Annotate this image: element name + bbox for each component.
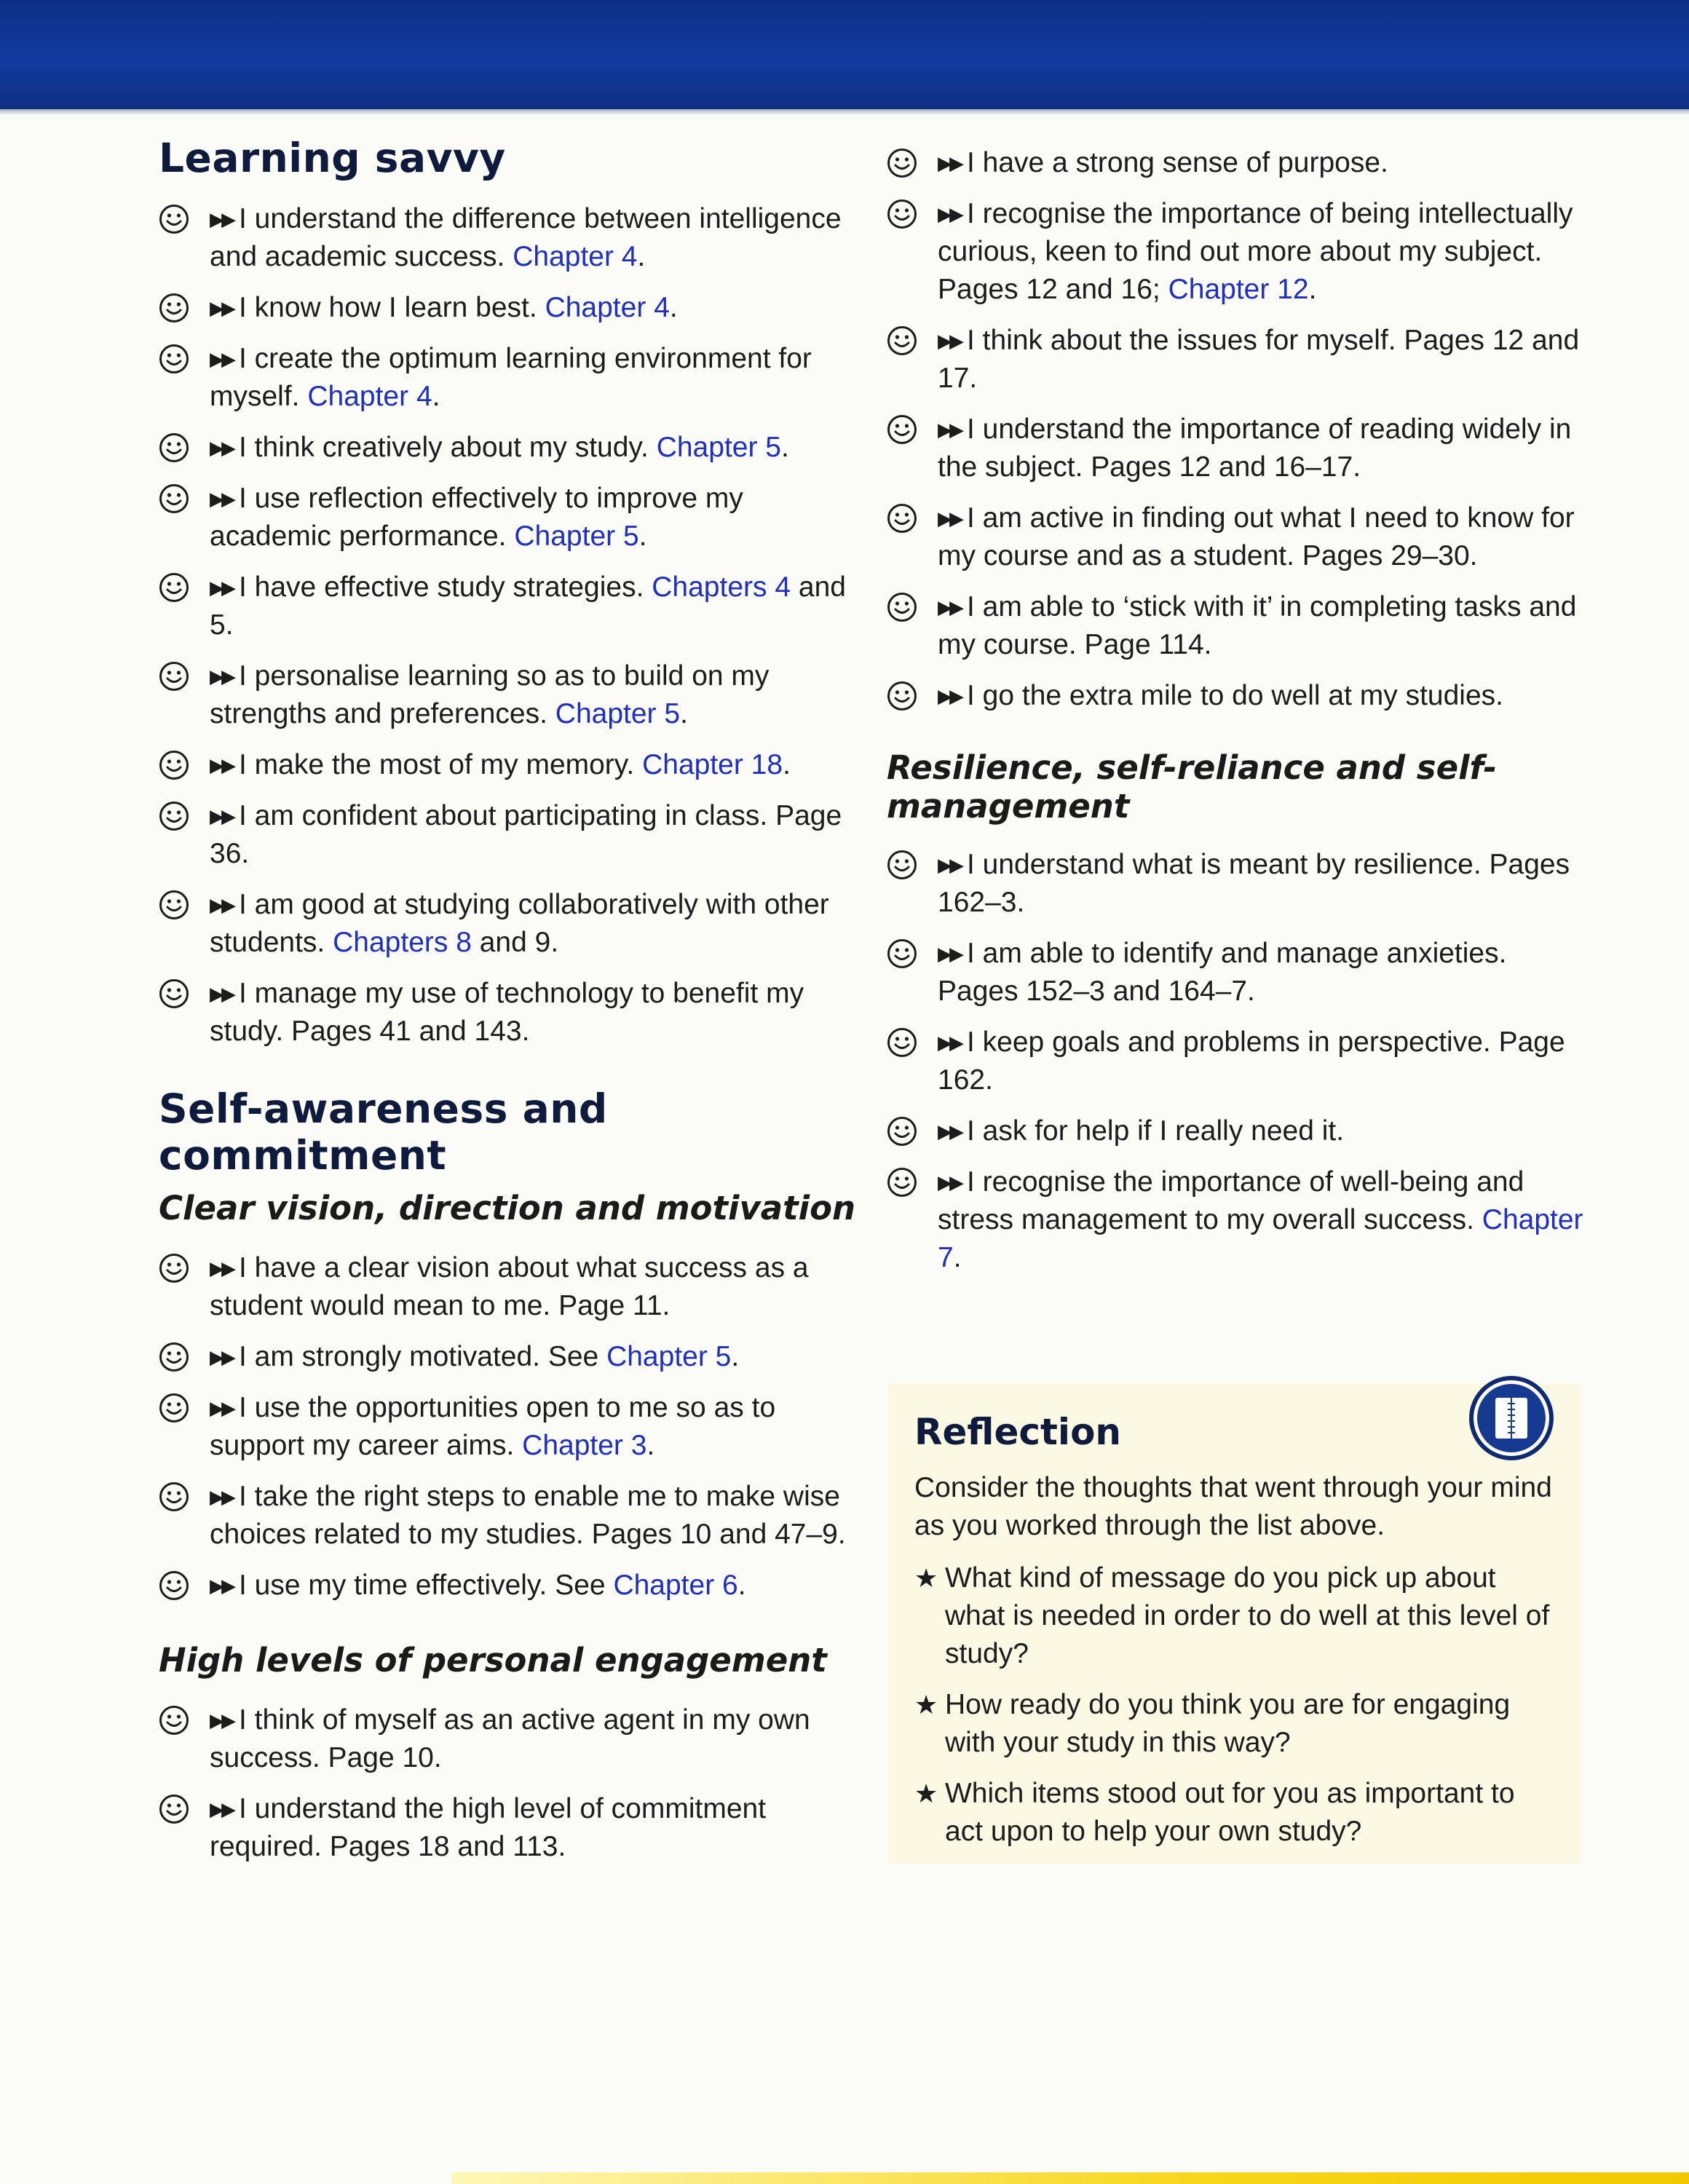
checklist-item — [887, 195, 1586, 309]
smiley-icon — [159, 1342, 189, 1372]
item-text-suffix: . — [780, 432, 789, 463]
item-text: I have a clear vision about what success as a student would mean to me. Page 11. — [210, 1252, 809, 1321]
chapter-link[interactable]: Chapter 6 — [613, 1570, 738, 1601]
item-text-suffix: . — [737, 1570, 746, 1601]
smiley-icon — [159, 293, 189, 323]
fast-forward-icon: ▶▶ — [210, 805, 233, 827]
item-text: I am able to identify and manage anxieties. Pages 152–3 and 164–7. — [938, 938, 1507, 1007]
checklist-item — [159, 746, 858, 784]
checklist-item — [159, 1790, 858, 1866]
fast-forward-icon: ▶▶ — [210, 665, 233, 687]
item-text: I use my time effectively. See — [239, 1570, 606, 1601]
reflection-question-text: Which items stood out for you as important to act upon to help your own study? — [945, 1778, 1515, 1847]
chapter-link[interactable]: Chapter 5 — [555, 698, 681, 729]
reflection-question — [914, 1686, 1552, 1762]
fast-forward-icon: ▶▶ — [938, 330, 961, 352]
smiley-icon — [159, 572, 189, 603]
section-title-learning-savvy: Learning savvy — [159, 135, 506, 181]
chapter-link[interactable]: Chapter 3 — [522, 1430, 647, 1461]
fast-forward-icon: ▶▶ — [210, 1486, 233, 1508]
item-text: I use reflection effectively to improve my academic performance. — [210, 483, 743, 552]
chapter-link[interactable]: Chapter 12 — [1168, 274, 1309, 305]
learning-savvy-list — [159, 200, 858, 1051]
checklist-item — [159, 975, 858, 1051]
item-text: I have effective study strategies. — [239, 571, 644, 603]
star-icon: ★ — [914, 1779, 938, 1808]
fast-forward-icon: ▶▶ — [210, 348, 233, 370]
smiley-icon — [887, 148, 917, 178]
checklist-item — [159, 1389, 858, 1465]
smiley-icon — [887, 325, 917, 356]
fast-forward-icon: ▶▶ — [938, 1032, 961, 1053]
checklist-item — [887, 1163, 1586, 1277]
checklist-item — [159, 1701, 858, 1777]
fast-forward-icon: ▶▶ — [938, 1171, 961, 1193]
item-text-suffix: . — [783, 749, 791, 780]
fast-forward-icon: ▶▶ — [938, 854, 961, 876]
smiley-icon — [887, 414, 917, 445]
smiley-icon — [887, 1116, 917, 1147]
fast-forward-icon: ▶▶ — [210, 1346, 233, 1368]
chapter-link[interactable]: Chapters 4 — [652, 571, 791, 603]
checklist-item — [159, 569, 858, 644]
fast-forward-icon: ▶▶ — [210, 208, 233, 230]
subheading-resilience: Resilience, self-reliance and self-management — [887, 748, 1497, 826]
item-text-suffix: and 5. — [210, 571, 846, 641]
header-band — [0, 0, 1689, 109]
item-text: I am able to ‘stick with it’ in completing tasks and my course. Page 114. — [938, 591, 1577, 660]
checklist-item — [159, 429, 858, 467]
clear-vision-list — [159, 1249, 858, 1605]
chapter-link[interactable]: Chapter 18 — [642, 749, 783, 780]
smiley-icon — [159, 1570, 189, 1601]
subheading-engagement: High levels of personal engagement — [159, 1641, 827, 1679]
smiley-icon — [159, 1481, 189, 1512]
purpose-list — [887, 144, 1586, 715]
reflection-question — [914, 1559, 1552, 1673]
item-text-suffix: . — [432, 381, 440, 412]
smiley-icon — [159, 1393, 189, 1423]
reflection-question-text: How ready do you think you are for engaging with your study in this way? — [945, 1689, 1511, 1758]
smiley-icon — [159, 1794, 189, 1824]
smiley-icon — [159, 1253, 189, 1283]
item-text: I personalise learning so as to build on my strengths and preferences. — [210, 660, 770, 729]
item-text: I create the optimum learning environment for myself. — [210, 343, 812, 412]
reflection-intro: Consider the thoughts that went through your mind as you worked through the list above. — [914, 1472, 1552, 1541]
smiley-icon — [887, 850, 917, 880]
item-text-suffix: . — [646, 1430, 655, 1461]
item-text-suffix: . — [731, 1341, 740, 1372]
chapter-link[interactable]: Chapter 5 — [656, 432, 781, 463]
item-text: I am good at studying collaboratively with other students. — [210, 889, 829, 958]
reflection-questions — [914, 1559, 1552, 1851]
checklist-item — [159, 797, 858, 873]
item-text-suffix: . — [637, 241, 646, 272]
item-text: I use the opportunities open to me so as to support my career aims. — [210, 1392, 776, 1461]
item-text-suffix: . — [680, 698, 688, 729]
smiley-icon — [159, 750, 189, 780]
reflection-title: Reflection — [914, 1411, 1122, 1453]
checklist-item — [887, 499, 1586, 575]
fast-forward-icon: ▶▶ — [938, 419, 961, 440]
item-text: I make the most of my memory. — [239, 749, 635, 780]
checklist-item — [887, 1112, 1586, 1150]
fast-forward-icon: ▶▶ — [938, 203, 961, 225]
checklist-item — [159, 340, 858, 416]
fast-forward-icon: ▶▶ — [938, 943, 961, 965]
notebook-icon — [1468, 1374, 1555, 1462]
item-text: I recognise the importance of well-being and stress management to my overall success. — [938, 1166, 1524, 1235]
fast-forward-icon: ▶▶ — [210, 437, 233, 459]
fast-forward-icon: ▶▶ — [938, 685, 961, 707]
resilience-list — [887, 846, 1586, 1277]
checklist-item — [159, 1478, 858, 1554]
item-text: I am active in finding out what I need to know for my course and as a student. Pages 29–30. — [938, 502, 1575, 571]
item-text: I think creatively about my study. — [239, 432, 649, 463]
fast-forward-icon: ▶▶ — [210, 983, 233, 1005]
item-text: I understand the importance of reading widely in the subject. Pages 12 and 16–17. — [938, 414, 1572, 483]
item-text: I go the extra mile to do well at my studies. — [967, 680, 1504, 711]
checklist-item — [159, 289, 858, 327]
checklist-item — [887, 1024, 1586, 1099]
fast-forward-icon: ▶▶ — [210, 754, 233, 776]
fast-forward-icon: ▶▶ — [938, 1120, 961, 1142]
chapter-link[interactable]: Chapter 7 — [938, 1204, 1583, 1273]
smiley-icon — [887, 503, 917, 534]
fast-forward-icon: ▶▶ — [938, 507, 961, 529]
fast-forward-icon: ▶▶ — [210, 297, 233, 319]
checklist-item — [887, 144, 1586, 182]
engagement-list — [159, 1701, 858, 1866]
checklist-item — [159, 886, 858, 962]
smiley-icon — [159, 801, 189, 831]
item-text: I recognise the importance of being intellectually curious, keen to find out more about my subject. Pages 12 and 16; — [938, 198, 1573, 305]
item-text: I understand the difference between intelligence and academic success. — [210, 203, 842, 272]
item-text: I am strongly motivated. See — [239, 1341, 599, 1372]
fast-forward-icon: ▶▶ — [938, 152, 961, 174]
smiley-icon — [887, 1027, 917, 1058]
smiley-icon — [887, 681, 917, 711]
fast-forward-icon: ▶▶ — [210, 894, 233, 916]
checklist-item — [159, 480, 858, 555]
item-text: I take the right steps to enable me to make wise choices related to my studies. Pages 10 and 47–9. — [210, 1481, 846, 1550]
checklist-item — [159, 1338, 858, 1376]
fast-forward-icon: ▶▶ — [210, 1798, 233, 1820]
checklist-item — [887, 588, 1586, 664]
reflection-question — [914, 1775, 1552, 1851]
fast-forward-icon: ▶▶ — [938, 596, 961, 618]
smiley-icon — [159, 344, 189, 374]
chapter-link[interactable]: Chapter 5 — [606, 1341, 732, 1372]
item-text: I have a strong sense of purpose. — [967, 147, 1388, 178]
smiley-icon — [887, 1167, 917, 1198]
fast-forward-icon: ▶▶ — [210, 577, 233, 598]
section-title-self-awareness: Self-awareness and commitment — [159, 1085, 608, 1179]
smiley-icon — [887, 199, 917, 229]
chapter-link[interactable]: Chapter 4 — [513, 241, 638, 272]
smiley-icon — [887, 938, 917, 969]
reflection-box — [888, 1383, 1580, 1864]
fast-forward-icon: ▶▶ — [210, 488, 233, 510]
item-text-suffix: . — [638, 521, 647, 552]
fast-forward-icon: ▶▶ — [210, 1575, 233, 1597]
fast-forward-icon: ▶▶ — [210, 1257, 233, 1279]
chapter-link[interactable]: Chapter 4 — [545, 292, 670, 323]
smiley-icon — [887, 592, 917, 622]
chapter-link[interactable]: Chapter 4 — [307, 381, 432, 412]
smiley-icon — [159, 1705, 189, 1736]
bottom-accent-strip — [451, 2172, 1689, 2184]
fast-forward-icon: ▶▶ — [210, 1397, 233, 1419]
star-icon: ★ — [914, 1563, 938, 1593]
checklist-item — [159, 1567, 858, 1605]
chapter-link[interactable]: Chapters 8 — [333, 927, 472, 958]
smiley-icon — [159, 204, 189, 234]
smiley-icon — [159, 661, 189, 692]
item-text-suffix: . — [1308, 274, 1317, 305]
subheading-clear-vision: Clear vision, direction and motivation — [159, 1189, 856, 1227]
item-text: I understand what is meant by resilience. Pages 162–3. — [938, 849, 1570, 918]
item-text: I ask for help if I really need it. — [967, 1115, 1345, 1147]
item-text: I am confident about participating in class. Page 36. — [210, 800, 842, 869]
left-column — [159, 135, 858, 1879]
item-text: I know how I learn best. — [239, 292, 537, 323]
reflection-question-text: What kind of message do you pick up about what is needed in order to do well at this level of study? — [945, 1562, 1550, 1669]
checklist-item — [887, 935, 1586, 1010]
item-text-suffix: and 9. — [471, 927, 559, 958]
item-text: I understand the high level of commitment required. Pages 18 and 113. — [210, 1793, 767, 1862]
item-text-suffix: . — [669, 292, 678, 323]
checklist-item — [887, 411, 1586, 486]
item-text: I manage my use of technology to benefit my study. Pages 41 and 143. — [210, 978, 804, 1047]
checklist-item — [159, 1249, 858, 1325]
checklist-item — [887, 846, 1586, 922]
checklist-item — [159, 657, 858, 733]
star-icon: ★ — [914, 1690, 938, 1720]
item-text: I think about the issues for myself. Pages 12 and 17. — [938, 325, 1580, 394]
checklist-item — [887, 322, 1586, 397]
checklist-item — [159, 200, 858, 276]
smiley-icon — [159, 978, 189, 1009]
smiley-icon — [159, 483, 189, 514]
smiley-icon — [159, 890, 189, 920]
item-text: I think of myself as an active agent in my own success. Page 10. — [210, 1704, 810, 1773]
right-column — [887, 144, 1586, 1290]
item-text-suffix: . — [953, 1242, 962, 1273]
smiley-icon — [159, 432, 189, 463]
item-text: I keep goals and problems in perspective. Page 162. — [938, 1026, 1565, 1096]
fast-forward-icon: ▶▶ — [210, 1709, 233, 1731]
checklist-item — [887, 677, 1586, 715]
chapter-link[interactable]: Chapter 5 — [514, 521, 639, 552]
